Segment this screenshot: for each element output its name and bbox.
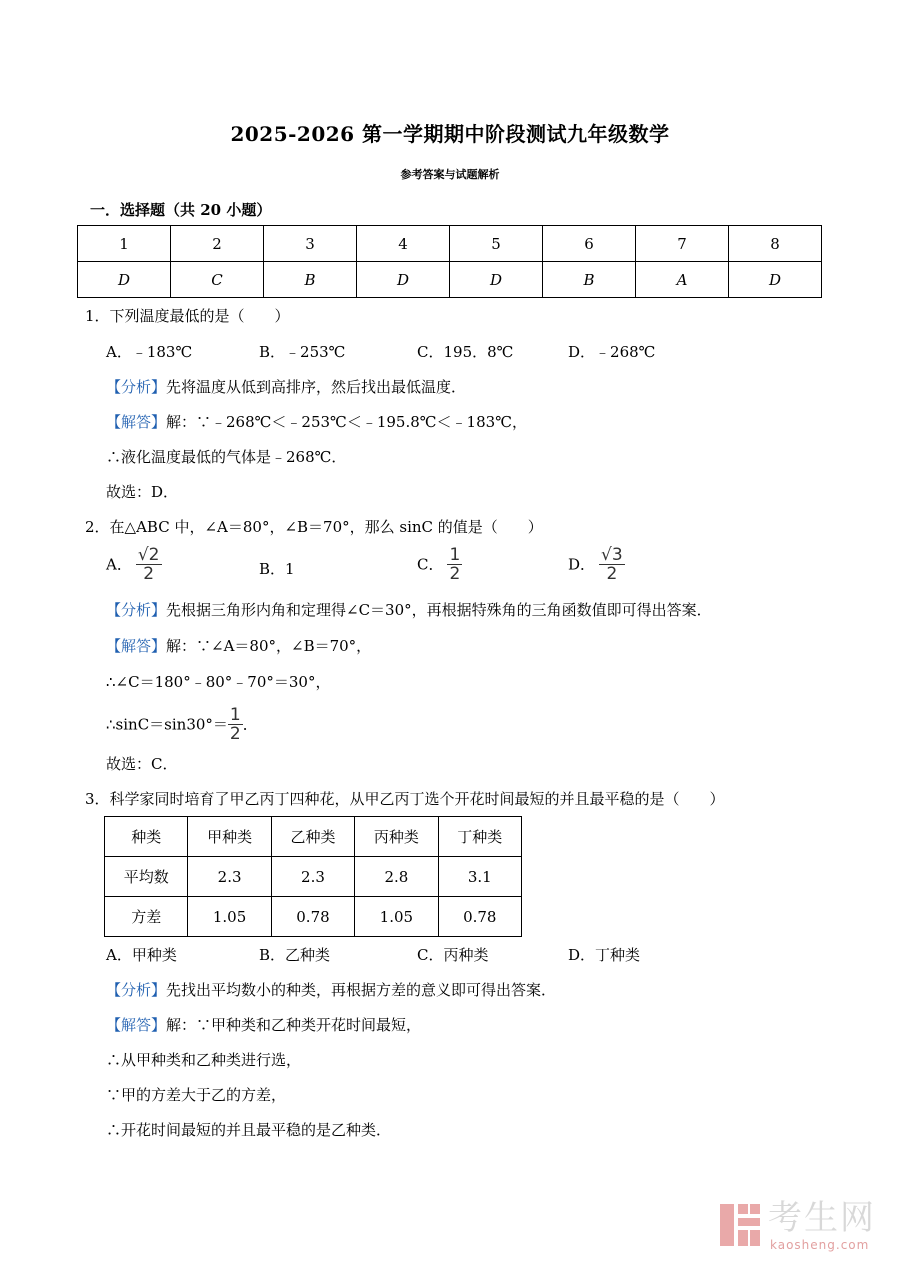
q2-option-a bbox=[106, 546, 162, 583]
answer-table-letters-row bbox=[78, 262, 822, 298]
answer-letter: D bbox=[729, 262, 822, 298]
q1-stem: 1．下列温度最低的是（ ） bbox=[85, 307, 290, 325]
q2-option-c bbox=[417, 546, 462, 583]
table-cell: 2.3 bbox=[188, 857, 271, 897]
option-label: D． bbox=[568, 555, 596, 574]
page-title: 2025-2026 第一学期期中阶段测试九年级数学 bbox=[230, 122, 670, 146]
q1-solution-line-1 bbox=[106, 412, 527, 432]
table-cell: 0.78 bbox=[271, 897, 354, 937]
q2-option-b: B．1 bbox=[259, 560, 295, 578]
q1-solution-line-2: ∴液化温度最低的气体是﹣268℃． bbox=[106, 448, 347, 466]
solution-tag: 【解答】 bbox=[106, 413, 167, 431]
fraction-denominator: 2 bbox=[143, 564, 155, 584]
solution-text: 解：∵∠A＝80°，∠B＝70°， bbox=[166, 637, 372, 655]
q2-stem: 2．在△ABC 中，∠A＝80°，∠B＝70°，那么 sinC 的值是（ ） bbox=[85, 518, 543, 536]
answer-letter: C bbox=[171, 262, 264, 298]
table-cell: 2.8 bbox=[355, 857, 438, 897]
table-header-cell: 丙种类 bbox=[355, 817, 438, 857]
answer-letter: D bbox=[357, 262, 450, 298]
answer-table-numbers-row bbox=[78, 226, 822, 262]
analysis-text: 先根据三角形内角和定理得∠C＝30°，再根据特殊角的三角函数值即可得出答案． bbox=[166, 601, 712, 619]
q3-solution-line-3: ∵甲的方差大于乙的方差， bbox=[106, 1086, 287, 1104]
table-header-cell: 甲种类 bbox=[188, 817, 271, 857]
watermark bbox=[718, 1196, 888, 1260]
q2-analysis bbox=[106, 600, 712, 620]
table-header-cell: 乙种类 bbox=[271, 817, 354, 857]
fraction-denominator: 2 bbox=[449, 564, 461, 584]
q1-analysis bbox=[106, 377, 466, 397]
fraction-one-half bbox=[228, 706, 243, 743]
q1-choose: 故选：D． bbox=[106, 483, 179, 501]
answer-letter: D bbox=[450, 262, 543, 298]
watermark-url: kaosheng.com bbox=[770, 1238, 870, 1252]
solution-tag: 【解答】 bbox=[106, 637, 167, 655]
q2-option-d bbox=[568, 546, 625, 583]
q2-solution-line-1 bbox=[106, 636, 371, 656]
answer-table bbox=[77, 225, 822, 298]
fraction-numerator: 1 bbox=[229, 705, 241, 725]
table-header-row bbox=[105, 817, 522, 857]
table-header-cell: 丁种类 bbox=[438, 817, 521, 857]
q3-option-d: D．丁种类 bbox=[568, 946, 641, 964]
fraction-sqrt3-over-2 bbox=[599, 546, 625, 583]
answer-number: 3 bbox=[264, 226, 357, 262]
answer-number: 7 bbox=[636, 226, 729, 262]
q3-analysis bbox=[106, 980, 556, 1000]
analysis-text: 先将温度从低到高排序，然后找出最低温度． bbox=[166, 378, 467, 396]
q1-option-c: C．195．8℃ bbox=[417, 343, 514, 361]
q2-choose: 故选：C． bbox=[106, 755, 178, 773]
option-label: A． bbox=[106, 555, 132, 574]
analysis-tag: 【分析】 bbox=[106, 378, 167, 396]
answer-number: 4 bbox=[357, 226, 450, 262]
answer-number: 8 bbox=[729, 226, 822, 262]
answer-letter: B bbox=[543, 262, 636, 298]
table-row bbox=[105, 897, 522, 937]
watermark-text: 考生网 bbox=[768, 1198, 876, 1238]
solution-prefix: ∴sinC＝sin30°＝ bbox=[106, 715, 228, 734]
fraction-denominator: 2 bbox=[229, 724, 241, 744]
fraction-numerator: 1 bbox=[449, 545, 461, 565]
q1-option-a: A．﹣183℃ bbox=[106, 343, 193, 361]
kaosheng-logo-icon bbox=[718, 1202, 762, 1248]
q2-solution-line-3 bbox=[106, 706, 258, 743]
q3-option-b: B．乙种类 bbox=[259, 946, 331, 964]
fraction-numerator: √3 bbox=[601, 545, 623, 565]
q3-stats-table bbox=[104, 816, 522, 937]
fraction-numerator: √2 bbox=[137, 545, 160, 565]
answer-letter: D bbox=[78, 262, 171, 298]
table-cell: 3.1 bbox=[438, 857, 521, 897]
fraction-sqrt2-over-2 bbox=[136, 546, 162, 583]
q2-solution-line-2: ∴∠C＝180°﹣80°﹣70°＝30°， bbox=[106, 673, 331, 691]
page-subtitle: 参考答案与试题解析 bbox=[400, 168, 500, 181]
solution-tag: 【解答】 bbox=[106, 1016, 167, 1034]
answer-number: 6 bbox=[543, 226, 636, 262]
answer-letter: B bbox=[264, 262, 357, 298]
table-header-cell: 种类 bbox=[105, 817, 188, 857]
analysis-text: 先找出平均数小的种类，再根据方差的意义即可得出答案． bbox=[166, 981, 557, 999]
q3-option-c: C．丙种类 bbox=[417, 946, 489, 964]
table-cell: 方差 bbox=[105, 897, 188, 937]
table-cell: 1.05 bbox=[188, 897, 271, 937]
table-cell: 平均数 bbox=[105, 857, 188, 897]
q3-solution-line-1 bbox=[106, 1015, 421, 1035]
analysis-tag: 【分析】 bbox=[106, 981, 167, 999]
solution-suffix: ． bbox=[242, 715, 258, 734]
table-row bbox=[105, 857, 522, 897]
answer-number: 2 bbox=[171, 226, 264, 262]
q3-solution-line-4: ∴开花时间最短的并且最平稳的是乙种类． bbox=[106, 1121, 392, 1139]
table-cell: 2.3 bbox=[271, 857, 354, 897]
q3-option-a: A．甲种类 bbox=[106, 946, 177, 964]
fraction-denominator: 2 bbox=[606, 564, 618, 584]
analysis-tag: 【分析】 bbox=[106, 601, 167, 619]
q3-solution-line-2: ∴从甲种类和乙种类进行选， bbox=[106, 1051, 302, 1069]
q1-option-b: B．﹣253℃ bbox=[259, 343, 346, 361]
table-cell: 1.05 bbox=[355, 897, 438, 937]
fraction-one-half bbox=[447, 546, 462, 583]
section-title: 一．选择题（共 20 小题） bbox=[90, 201, 272, 219]
q1-option-d: D．﹣268℃ bbox=[568, 343, 656, 361]
solution-text: 解：∵﹣268℃＜﹣253℃＜﹣195.8℃＜﹣183℃， bbox=[166, 413, 527, 431]
solution-text: 解：∵甲种类和乙种类开花时间最短， bbox=[166, 1016, 422, 1034]
option-label: C． bbox=[417, 555, 444, 574]
table-cell: 0.78 bbox=[438, 897, 521, 937]
answer-letter: A bbox=[636, 262, 729, 298]
answer-number: 5 bbox=[450, 226, 543, 262]
answer-number: 1 bbox=[78, 226, 171, 262]
q3-stem: 3．科学家同时培育了甲乙丙丁四种花，从甲乙丙丁选个开花时间最短的并且最平稳的是（ ） bbox=[85, 790, 725, 808]
